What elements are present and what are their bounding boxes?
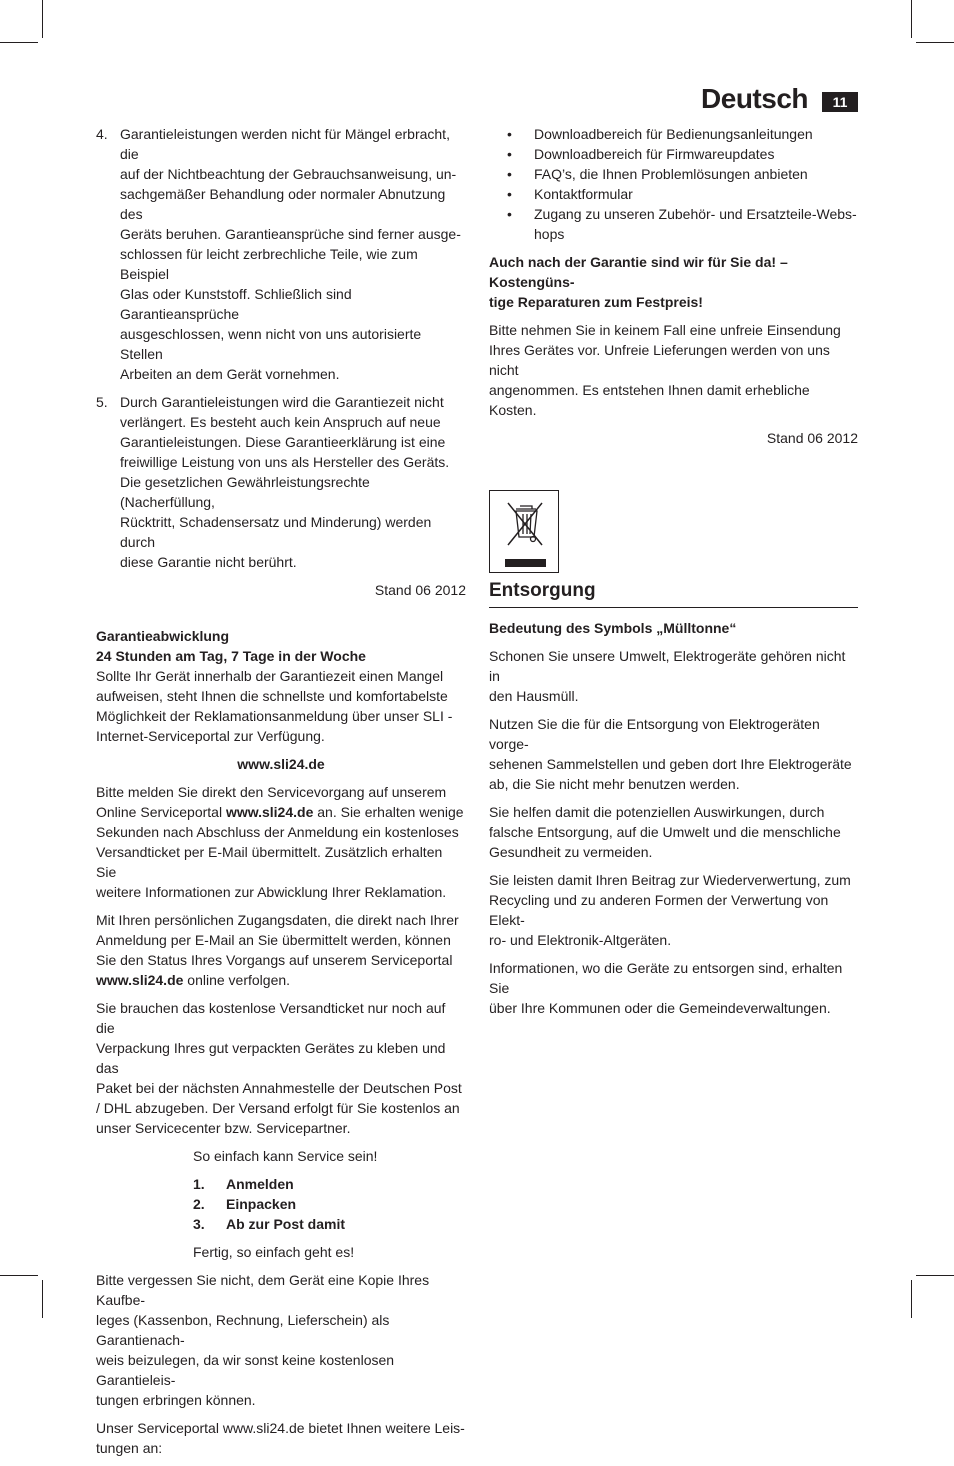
item-number: 5. [96,394,108,410]
page-title: Deutsch [701,83,808,114]
service-intro: So einfach kann Service sein! [193,1148,378,1164]
section-heading: Garantieabwicklung [96,628,230,644]
paragraph: Sie helfen damit die potenziellen Auswirkungen, durch falsche Entsorgung, auf die Umwelt und die menschliche Gesundheit zu vermeiden. [489,804,841,860]
paragraph: Sollte Ihr Gerät innerhalb der Garantiezeit einen Mangel aufweisen, steht Ihnen die schnellste und komfortabelste Möglichkeit der Reklamationsanmeldung über unser SLI - Internet-Serviceportal zur Verfügung. [96,668,453,744]
list-item: • Zugang zu unseren Zubehör- und Ersatzteile-Webs- hops [507,206,857,242]
section-subheading: 24 Stunden am Tag, 7 Tage in der Woche [96,648,366,664]
service-steps [193,1174,466,1234]
section-title: Entsorgung [489,579,858,608]
list-item: • FAQ’s, die Ihnen Problemlösungen anbieten [507,166,808,182]
crop-mark [911,0,912,38]
service-step: 3. Ab zur Post damit [193,1216,346,1232]
right-column [489,124,858,1026]
repair-heading: Auch nach der Garantie sind wir für Sie da! – Kostengüns- tige Reparaturen zum Festpreis! [489,254,788,310]
stand-date: Stand 06 2012 [766,430,858,446]
crop-mark [911,1280,912,1318]
list-item: • Downloadbereich für Bedienungsanleitungen [507,126,813,142]
warranty-conditions-list [96,124,466,572]
list-item: • Kontaktformular [507,186,633,202]
paragraph: Sie leisten damit Ihren Beitrag zur Wiederverwertung, zum Recycling und zu anderen Formen der Verwertung von Elekt- ro- und Elektronik-Altgeräten. [489,872,851,948]
service-portal-link[interactable]: www.sli24.de [237,756,325,772]
service-portal-link[interactable]: www.sli24.de [96,972,184,988]
paragraph: Mit Ihren persönlichen Zugangsdaten, die direkt nach Ihrer Anmeldung per E-Mail an Sie übermittelt werden, können Sie den Status Ihres Vorgangs auf unserem Serviceportal www.sli24.de online verfolgen. [96,912,459,988]
service-step: 2. Einpacken [193,1196,297,1212]
list-item: • Downloadbereich für Firmwareupdates [507,146,775,162]
stand-date: Stand 06 2012 [374,582,466,598]
item-number: 4. [96,126,108,142]
paragraph: Schonen Sie unsere Umwelt, Elektrogeräte gehören nicht in den Hausmüll. [489,648,846,704]
paragraph: Informationen, wo die Geräte zu entsorgen sind, erhalten Sie über Ihre Kommunen oder die Gemeindeverwaltungen. [489,960,843,1016]
service-step: 1. Anmelden [193,1176,294,1192]
paragraph: Sie brauchen das kostenlose Versandticket nur noch auf die Verpackung Ihres gut verpackten Gerätes zu kleben und das Paket bei der nächsten Annahmestelle der Deutschen Post / DHL abzugeben. Der Versand erfolgt für Sie kostenlos an unser Servicecenter bzw. Servicepartner. [96,1000,462,1136]
service-portal-link[interactable]: www.sli24.de [225,804,314,820]
paragraph: Bitte vergessen Sie nicht, dem Gerät eine Kopie Ihres Kaufbe- leges (Kassenbon, Rechnung, Lieferschein) als Garantienach- weis beizulegen, da wir sonst keine kostenlosen Garantieleis- tungen erbringen können. [96,1272,430,1408]
paragraph: Bitte nehmen Sie in keinem Fall eine unfreie Einsendung Ihres Gerätes vor. Unfreie Lieferungen werden von uns nicht angenommen. Es entstehen Ihnen damit erhebliche Kosten. [489,322,841,418]
service-features-list [489,124,858,244]
left-column [96,124,466,1466]
page-number: 11 [822,92,858,112]
crop-mark [0,42,38,43]
section-subheading: Bedeutung des Symbols „Mülltonne“ [489,620,737,636]
paragraph: Bitte melden Sie direkt den Servicevorgang auf unserem Online Serviceportal www.sli24.de an. Sie erhalten wenige Sekunden nach Abschluss der Anmeldung ein kostenloses Versandticket per E-Mail übermittelt. Zusätzlich erhalten Sie weitere Informationen zur Abwicklung Ihrer Reklamation. [96,784,464,900]
warranty-condition-4: 4. Garantieleistungen werden nicht für Mängel erbracht, die auf der Nichtbeachtung der Gebrauchsanweisung, un- sachgemäßer Behandlung oder normaler Abnutzung des Geräts beruhen. Garantieansprüche sind ferner ausge- schlossen für leicht zerbrechliche Teile, wie zum Beispiel Glas oder Kunststoff. Schließlich sind Garantieansprüche ausgeschlossen, wenn nicht von uns autorisierte Stellen Arbeiten an dem Gerät vornehmen. [96,126,461,382]
paragraph: Nutzen Sie die für die Entsorgung von Elektrogeräten vorge- sehenen Sammelstellen und geben dort Ihre Elektrogeräte ab, die Sie nicht mehr benutzen werden. [489,716,852,792]
service-outro: Fertig, so einfach geht es! [193,1244,355,1260]
paragraph: Unser Serviceportal www.sli24.de bietet Ihnen weitere Leis- tungen an: [96,1420,465,1456]
crossed-out-wheelie-bin-icon [489,490,559,573]
warranty-condition-5: 5. Durch Garantieleistungen wird die Garantiezeit nicht verlängert. Es besteht auch kein Anspruch auf neue Garantieleistungen. Diese Garantieerklärung ist eine freiwillige Leistung von uns als Hersteller des Geräts. Die gesetzlichen Gewährleistungsrechte (Nacherfüllung, Rücktritt, Schadensersatz und Minderung) werden durch diese Garantie nicht berührt. [96,394,450,570]
crop-mark [42,0,43,38]
crop-mark [42,1280,43,1318]
crop-mark [916,42,954,43]
crop-mark [916,1275,954,1276]
crop-mark [0,1275,38,1276]
